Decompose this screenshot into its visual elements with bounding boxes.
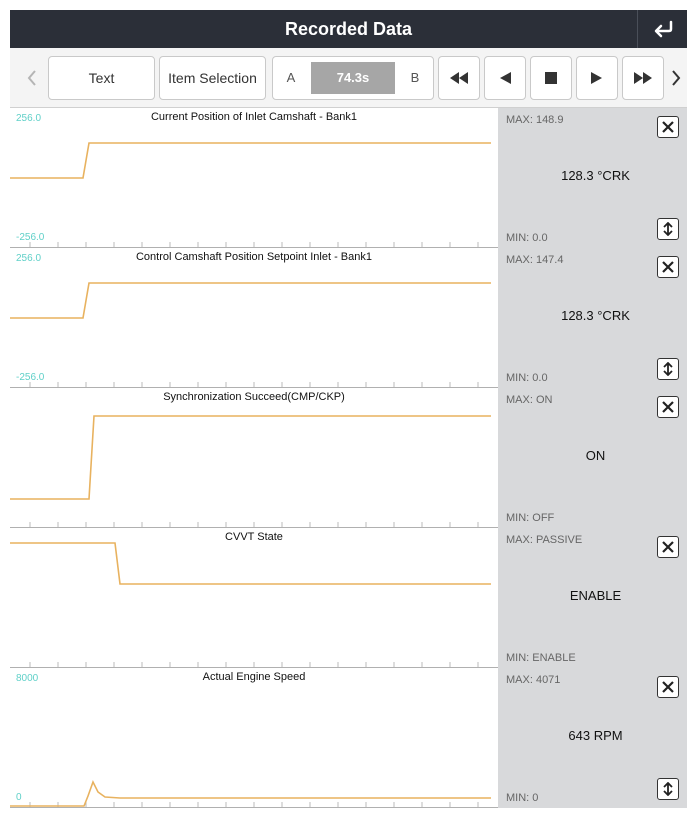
scale-toggle-button[interactable] — [657, 358, 679, 380]
scroll-right-button[interactable] — [666, 56, 686, 100]
fast-rewind-icon — [449, 72, 469, 84]
min-value-label: MIN: OFF — [506, 512, 555, 524]
time-axis-ticks — [30, 382, 478, 387]
trace-line — [10, 543, 491, 584]
return-arrow-icon — [652, 20, 674, 38]
data-panel-cvvt-state — [10, 528, 687, 668]
value-side-panel — [498, 388, 687, 528]
panel-title: Synchronization Succeed(CMP/CKP) — [163, 391, 345, 403]
fast-forward-icon — [633, 72, 653, 84]
chevron-left-icon — [26, 69, 38, 87]
step-back-button[interactable] — [484, 56, 526, 100]
fast-rewind-button[interactable] — [438, 56, 480, 100]
trace-plot — [10, 668, 498, 808]
close-panel-button[interactable] — [657, 256, 679, 278]
close-panel-button[interactable] — [657, 676, 679, 698]
current-value: ON — [585, 448, 606, 463]
data-panel-synchronization — [10, 388, 687, 528]
current-value: 128.3 °CRK — [561, 168, 630, 183]
close-icon — [662, 401, 674, 413]
max-value-label: MAX: 148.9 — [506, 114, 564, 126]
value-side-panel — [498, 528, 687, 668]
close-icon — [662, 681, 674, 693]
value-side-panel — [498, 108, 687, 248]
fast-forward-button[interactable] — [622, 56, 664, 100]
trace-plot — [10, 248, 498, 388]
min-value-label: MIN: ENABLE — [506, 652, 576, 664]
time-axis-ticks — [30, 662, 478, 667]
y-axis-max-label: 256.0 — [16, 113, 42, 124]
max-value-label: MAX: 4071 — [506, 674, 561, 686]
play-button[interactable] — [576, 56, 618, 100]
panel-title: Control Camshaft Position Setpoint Inlet - Bank1 — [135, 251, 372, 263]
trace-graph — [10, 668, 498, 808]
trace-plot — [10, 108, 498, 248]
close-icon — [662, 541, 674, 553]
panel-title: Actual Engine Speed — [202, 671, 306, 683]
panel-title: Current Position of Inlet Camshaft - Bank1 — [150, 111, 358, 123]
trace-plot — [10, 388, 498, 528]
close-icon — [662, 261, 674, 273]
y-axis-max-label: 256.0 — [16, 253, 42, 264]
scroll-left-button[interactable] — [20, 56, 44, 100]
trace-graph — [10, 248, 498, 388]
trace-graph — [10, 388, 498, 528]
trace-graph — [10, 108, 498, 248]
max-value-label: MAX: ON — [506, 394, 553, 406]
trace-plot — [10, 528, 498, 668]
y-axis-min-label: -256.0 — [16, 232, 45, 243]
stop-button[interactable] — [530, 56, 572, 100]
data-panel-camshaft-setpoint — [10, 248, 687, 388]
data-panel-engine-speed — [10, 668, 687, 808]
trace-line — [10, 782, 491, 806]
marker-b-button[interactable]: B — [410, 70, 420, 85]
chevron-right-icon — [670, 69, 682, 87]
panel-title: CVVT State — [225, 531, 283, 543]
playback-toolbar — [10, 48, 687, 108]
vertical-resize-icon — [662, 222, 674, 236]
vertical-resize-icon — [662, 782, 674, 796]
close-panel-button[interactable] — [657, 536, 679, 558]
value-side-panel — [498, 248, 687, 388]
page-title: Recorded Data — [284, 19, 413, 39]
data-panel-inlet-camshaft-position — [10, 108, 687, 248]
trace-graph — [10, 528, 498, 668]
min-value-label: MIN: 0 — [506, 792, 539, 804]
current-value: 128.3 °CRK — [561, 308, 630, 323]
min-value-label: MIN: 0.0 — [506, 372, 548, 384]
value-side-panel — [498, 668, 687, 808]
current-value: 643 RPM — [568, 728, 623, 743]
time-axis-ticks — [30, 522, 478, 527]
time-axis-ticks — [30, 242, 478, 247]
text-button[interactable]: Text — [48, 56, 155, 100]
close-icon — [662, 121, 674, 133]
item-selection-button[interactable]: Item Selection — [159, 56, 266, 100]
y-axis-min-label: -256.0 — [16, 372, 45, 383]
max-value-label: MAX: 147.4 — [506, 254, 564, 266]
play-icon — [590, 72, 604, 84]
trace-line — [10, 416, 491, 499]
scale-toggle-button[interactable] — [657, 218, 679, 240]
marker-a-button[interactable]: A — [286, 70, 296, 85]
y-axis-min-label: 0 — [16, 792, 22, 803]
min-value-label: MIN: 0.0 — [506, 232, 548, 244]
current-value: ENABLE — [569, 588, 622, 603]
vertical-resize-icon — [662, 362, 674, 376]
max-value-label: MAX: PASSIVE — [506, 534, 583, 546]
time-position-display: 74.3s — [311, 62, 395, 94]
trace-line — [10, 283, 491, 318]
close-panel-button[interactable] — [657, 116, 679, 138]
time-axis-ticks — [30, 802, 478, 807]
back-button[interactable] — [637, 10, 687, 48]
trace-line — [10, 143, 491, 178]
stop-icon — [545, 72, 557, 84]
scale-toggle-button[interactable] — [657, 778, 679, 800]
y-axis-max-label: 8000 — [16, 673, 39, 684]
ab-marker-range — [272, 56, 434, 100]
close-panel-button[interactable] — [657, 396, 679, 418]
title-bar — [10, 10, 687, 48]
step-back-icon — [498, 72, 512, 84]
